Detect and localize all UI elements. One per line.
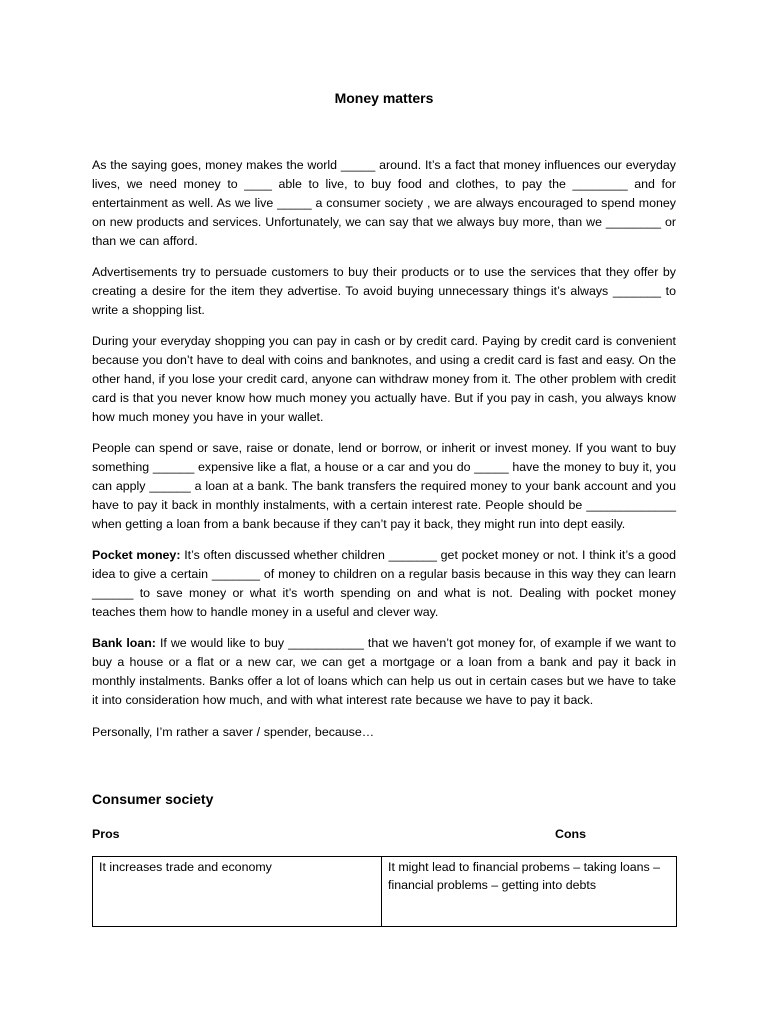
pros-cell: It increases trade and economy [93,857,382,927]
paragraph-intro [92,156,676,251]
paragraph-lead-bank-loan: Bank loan: [92,636,156,651]
section-heading-consumer-society: Consumer society [92,791,214,807]
cons-cell: It might lead to financial probems – taking loans – financial problems – getting into debts [382,857,677,927]
paragraph-text: Personally, I’m rather a saver / spender, because… [92,724,375,739]
cons-label: Cons [555,827,586,841]
pros-cons-table [92,856,677,927]
paragraph-pocket-money [92,546,676,622]
page-title: Money matters [334,90,434,106]
paragraph-shopping [92,332,676,427]
paragraph-advertisements [92,263,676,320]
paragraph-personal [92,723,676,742]
paragraph-text: Advertisements try to persuade customers to buy their products or to use the services that they offer by creating a desire for the item they advertise. To avoid buying unnecessary things it’s always _______ to write a shopping list. [92,265,676,317]
paragraph-bank-loan [92,634,676,710]
paragraph-lead-pocket-money: Pocket money: [92,548,181,563]
paragraph-text: People can spend or save, raise or donate, lend or borrow, or inherit or invest money. If you want to buy something ______ expensive like a flat, a house or a car and you do _____ have the money to buy it, you can apply ______ a loan at a bank. The bank transfers the required money to your bank account and you have to pay it back in monthly instalments, with a certain interest rate. People should be _____________ when getting a loan from a bank because if they can’t pay it back, they might run into dept easily. [92,441,676,531]
document-body [92,156,676,754]
paragraph-spending [92,439,676,534]
table-row [93,857,677,927]
paragraph-text: As the saying goes, money makes the world _____ around. It’s a fact that money influences our everyday lives, we need money to ____ able to live, to buy food and clothes, to pay the ________ and for entertainment as well. As we live _____ a consumer society , we are always encouraged to spend money on new products and services. Unfortunately, we can say that we always buy more, than we ________ or than we can afford. [92,158,676,248]
paragraph-text: During your everyday shopping you can pay in cash or by credit card. Paying by credit card is convenient because you don’t have to deal with coins and banknotes, and using a credit card is fast and easy. On the other hand, if you lose your credit card, anyone can withdraw money from it. The other problem with credit card is that you never know how much money you actually have. But if you pay in cash, you always know how much money you have in your wallet. [92,334,676,424]
pros-label: Pros [92,827,120,841]
paragraph-text: It’s often discussed whether children _______ get pocket money or not. I think it’s a good idea to give a certain _______ of money to children on a regular basis because in this way they can learn ______ to save money or what it’s worth spending on and what is not. Dealing with pocket money teaches them how to handle money in a useful and clever way. [92,548,676,620]
paragraph-text: If we would like to buy ___________ that we haven’t got money for, of example if we want to buy a house or a flat or a new car, we can get a mortgage or a loan from a bank and pay it back in monthly instalments. Banks offer a lot of loans which can help us out in certain cases but we have to take it into consideration how much, and with what interest rate because we have to pay it back. [92,636,676,708]
